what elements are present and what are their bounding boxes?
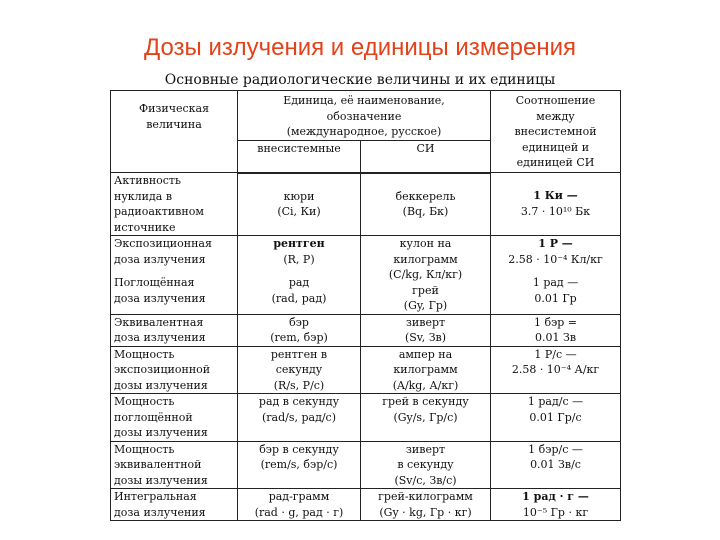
cell-ratio: 1 Р — 2.58 · 10⁻⁴ Кл/кг 1 рад — 0.01 Гр [491,236,621,315]
table-caption: Основные радиологические величины и их единицы [164,72,556,88]
table-row [111,394,621,442]
cell-si-unit: ампер на килограмм (A/kg, А/кг) [361,346,491,394]
table-row [111,173,621,236]
cell-ratio: 1 Ки — 3.7 · 10¹⁰ Бк [491,173,621,236]
cell-nonsystem-unit: рентген в секунду (R/s, Р/с) [238,346,361,394]
cell-quantity: Экспозиционная доза излучения Поглощённая доза излучения [111,236,238,315]
cell-quantity: Мощность поглощённой дозы излучения [111,394,238,442]
cell-nonsystem-unit: кюри (Ci, Ки) [238,173,361,236]
table-row [111,489,621,521]
cell-si-unit: зиверт в секунду (Sv/c, Зв/с) [361,441,491,489]
header-ratio: Соотношение между внесистемной единицей и единицей СИ [491,91,621,173]
cell-ratio: 1 рад/с — 0.01 Гр/с [491,394,621,442]
table-row [111,314,621,346]
cell-nonsystem-unit: рад-грамм (rad · g, рад · г) [238,489,361,521]
header-unit-group: Единица, её наименование, обозначение (международное, русское) [238,91,491,141]
cell-ratio: 1 Р/с — 2.58 · 10⁻⁴ А/кг [491,346,621,394]
cell-nonsystem-unit: рад в секунду (rad/s, рад/с) [238,394,361,442]
table-row [111,236,621,315]
cell-si-unit: беккерель (Bq, Бк) [361,173,491,236]
cell-nonsystem-unit: бэр (rem, бэр) [238,314,361,346]
cell-nonsystem-unit: бэр в секунду (rem/s, бэр/с) [238,441,361,489]
header-quantity: Физическая величина [111,91,238,173]
slide-title: Дозы излучения и единицы измерения [143,34,577,61]
cell-nonsystem-unit: рентген (R, Р) рад (rad, рад) [238,236,361,315]
cell-si-unit: грей в секунду (Gy/s, Гр/с) [361,394,491,442]
table-row [111,441,621,489]
cell-si-unit: грей-килограмм (Gy · kg, Гр · кг) [361,489,491,521]
cell-quantity: Эквивалентная доза излучения [111,314,238,346]
table-row [111,346,621,394]
cell-si-unit: кулон на килограмм (C/kg, Кл/кг) грей (Gy, Гр) [361,236,491,315]
header-col-si: СИ [361,140,491,173]
cell-ratio: 1 бэр/с — 0.01 Зв/с [491,441,621,489]
cell-ratio: 1 рад · г — 10⁻⁵ Гр · кг [491,489,621,521]
units-table [110,90,621,521]
cell-si-unit: зиверт (Sv, Зв) [361,314,491,346]
cell-quantity: Интегральная доза излучения [111,489,238,521]
cell-quantity: Мощность экспозиционной дозы излучения [111,346,238,394]
cell-quantity: Мощность эквивалентной дозы излучения [111,441,238,489]
header-col-nonsystem: внесистемные [238,140,361,173]
cell-ratio: 1 бэр = 0.01 Зв [491,314,621,346]
cell-quantity: Активность нуклида в радиоактивном источнике [111,173,238,236]
table-header-row [111,91,621,141]
